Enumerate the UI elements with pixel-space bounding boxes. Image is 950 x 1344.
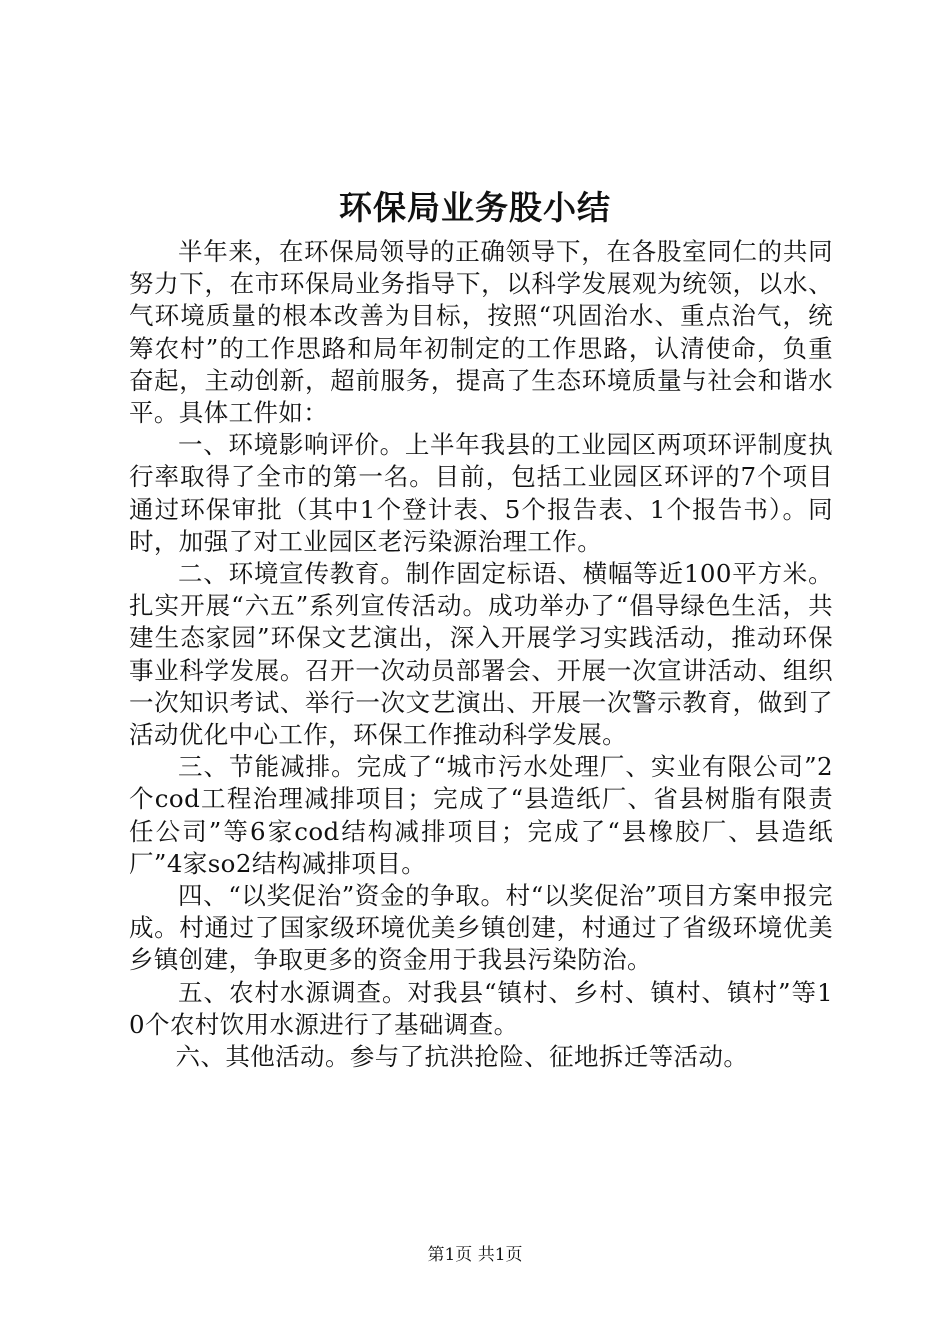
- paragraph-environmental-assessment: 一、环境影响评价。上半年我县的工业园区两项环评制度执行率取得了全市的第一名。目前，包括工业园区环评的7个项目通过环保审批（其中1个登计表、5个报告表、1个报告书）。同时，加强了对工业园区老污染源治理工作。: [129, 430, 833, 556]
- page-title: 环保局业务股小结: [339, 188, 611, 227]
- paragraph-funding: 四、“以奖促治”资金的争取。村“以奖促治”项目方案申报完成。村通过了国家级环境优美乡镇创建，村通过了省级环境优美乡镇创建，争取更多的资金用于我县污染防治。: [129, 881, 833, 975]
- paragraph-other-activities: 六、其他活动。参与了抗洪抢险、征地拆迁等活动。: [175, 1042, 749, 1072]
- paragraph-water-source-survey: 五、农村水源调查。对我县“镇村、乡村、镇村、镇村”等10个农村饮用水源进行了基础调查。: [129, 977, 833, 1039]
- paragraph-energy-saving: 三、节能减排。完成了“城市污水处理厂、实业有限公司”2个cod工程治理减排项目；完成了“县造纸厂、省县树脂有限责任公司”等6家cod结构减排项目；完成了“县橡胶厂、县造纸厂”4家so2结构减排项目。: [129, 752, 833, 878]
- paragraph-publicity-education: 二、环境宣传教育。制作固定标语、横幅等近100平方米。扎实开展“六五”系列宣传活动。成功举办了“倡导绿色生活，共建生态家园”环保文艺演出，深入开展学习实践活动，推动环保事业科学发展。召开一次动员部署会、开展一次宣讲活动、组织一次知识考试、举行一次文艺演出、开展一次警示教育，做到了活动优化中心工作，环保工作推动科学发展。: [129, 559, 833, 750]
- document-body: [129, 236, 833, 1073]
- page-number-footer: 第1页 共1页: [427, 1245, 523, 1265]
- paragraph-intro: 半年来，在环保局领导的正确领导下，在各股室同仁的共同努力下，在市环保局业务指导下，以科学发展观为统领，以水、气环境质量的根本改善为目标，按照“巩固治水、重点治气，统筹农村”的工作思路和局年初制定的工作思路，认清使命，负重奋起，主动创新，超前服务，提高了生态环境质量与社会和谐水平。具体工件如：: [129, 237, 833, 428]
